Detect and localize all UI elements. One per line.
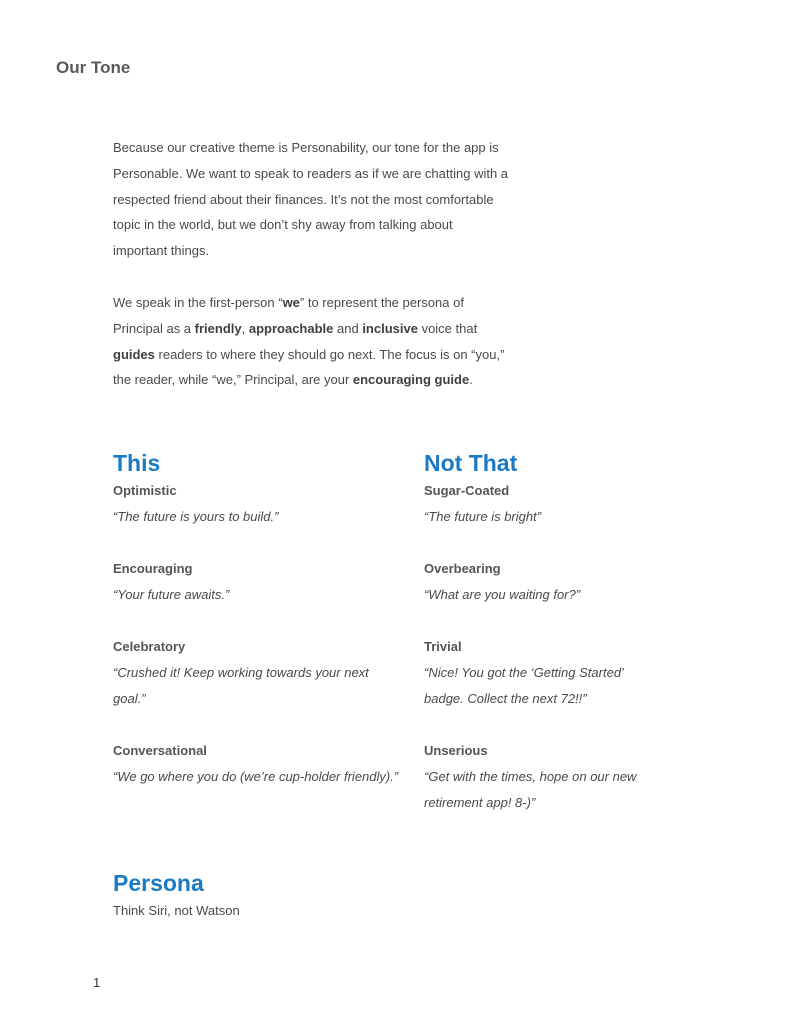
text-run: the reader, while “we,” Principal, are your [113, 372, 353, 388]
tone-label: Sugar-Coated [424, 483, 510, 498]
tone-item [113, 556, 403, 608]
tone-label: Optimistic [113, 483, 177, 498]
page-number: 1 [93, 975, 101, 990]
text-run: ” to represent the persona of [299, 295, 464, 310]
tone-quote: “Nice! You got the ‘Getting Started’ badge. Collect the next 72!!” [424, 665, 624, 706]
intro-paragraph-2 [113, 290, 533, 393]
intro-line: Personable. We want to speak to readers as if we are chatting with a [113, 165, 509, 181]
tone-label: Celebratory [113, 639, 186, 654]
text-run: , [241, 320, 249, 336]
tone-quote: “Your future awaits.” [113, 587, 230, 602]
text-run: voice that [417, 320, 478, 336]
tone-quote: “The future is yours to build.” [113, 509, 279, 524]
intro-paragraph-1 [113, 135, 533, 264]
emphasis-approachable: approachable [248, 320, 334, 336]
emphasis-friendly: friendly [194, 320, 242, 336]
tone-label: Encouraging [113, 561, 193, 576]
tone-label: Unserious [424, 743, 488, 758]
tone-quote: “Get with the times, hope on our new retirement app! 8-)” [424, 769, 637, 810]
tone-item [424, 738, 659, 816]
intro-line: important things. [113, 243, 210, 259]
tone-quote: “Crushed it! Keep working towards your next goal.” [113, 665, 369, 706]
tone-item [113, 478, 403, 530]
intro-line: Because our creative theme is Personability, our tone for the app is [113, 140, 499, 155]
text-run: . [469, 372, 473, 388]
persona-text: Think Siri, not Watson [113, 903, 240, 918]
emphasis-we: we [282, 295, 300, 310]
tone-label: Overbearing [424, 561, 501, 576]
tone-quote: “We go where you do (we’re cup-holder friendly).” [113, 769, 399, 784]
tone-item [424, 634, 659, 712]
emphasis-inclusive: inclusive [362, 320, 418, 336]
emphasis-encouraging-guide: encouraging guide [352, 372, 470, 388]
page-title: Our Tone [56, 58, 131, 77]
not-that-column [424, 449, 659, 816]
not-that-heading: Not That [424, 450, 518, 476]
text-run: We speak in the first-person “ [113, 295, 283, 310]
tone-quote: “What are you waiting for?” [424, 587, 581, 602]
tone-item [424, 478, 659, 530]
intro-line: respected friend about their finances. It’s not the most comfortable [113, 191, 494, 207]
tone-quote: “The future is bright” [424, 509, 542, 524]
text-run: and [333, 320, 363, 336]
this-column [113, 449, 403, 790]
text-run: readers to where they should go next. The focus is on “you,” [154, 346, 505, 362]
emphasis-guides: guides [113, 346, 155, 362]
tone-item [113, 738, 403, 790]
tone-label: Conversational [113, 743, 207, 758]
intro-line: topic in the world, but we don’t shy away from talking about [113, 217, 453, 233]
this-heading: This [113, 450, 161, 476]
tone-item [424, 556, 659, 608]
text-run: Principal as a [113, 320, 195, 336]
persona-heading: Persona [113, 870, 204, 896]
tone-label: Trivial [424, 639, 462, 654]
tone-item [113, 634, 403, 712]
